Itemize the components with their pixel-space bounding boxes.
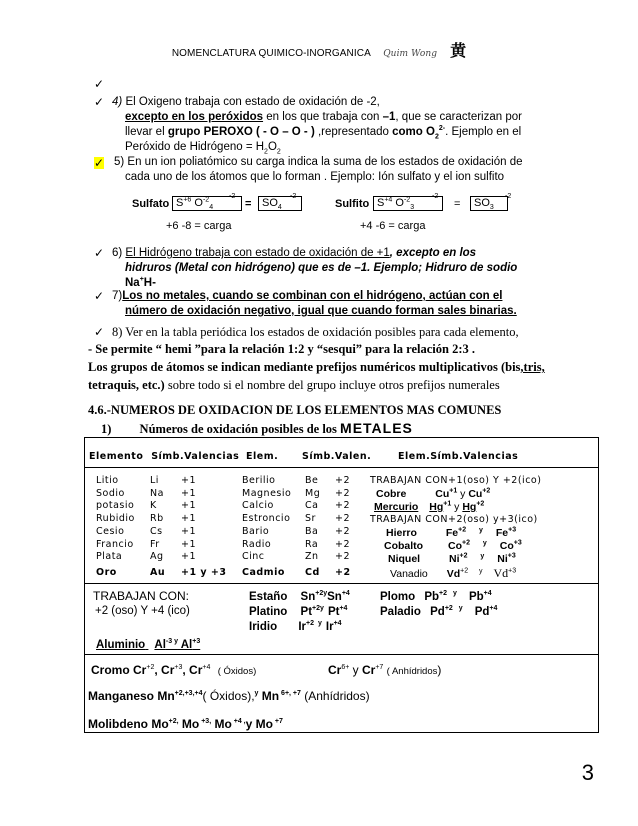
al-minus3: -3 y	[165, 638, 178, 646]
alkali-valence: +1 y +3	[181, 567, 227, 578]
hg-symbol: Hg	[429, 501, 444, 513]
iridio-label: Iridio	[249, 621, 278, 633]
ni-plus2: +2	[459, 552, 468, 560]
cr-plus6: 6+	[341, 664, 350, 671]
alkaline-earth-name: Calcio	[242, 500, 274, 512]
item4-text6: . Ejemplo en el	[445, 126, 522, 138]
mercurio-label: Mercurio	[374, 501, 419, 513]
item4-sub: 2	[434, 133, 439, 141]
hydrogen-rule: El Hidrógeno trabaja con estado de oxidación de +1	[125, 247, 390, 259]
alkaline-earth-symbol: Be	[305, 475, 319, 486]
cr-plus3: +3	[174, 664, 183, 671]
pb-plus4: +4	[483, 590, 492, 598]
sn-symbol-2: Sn	[327, 591, 342, 603]
hierro-row	[386, 527, 516, 539]
pt-symbol-2: Pt	[327, 606, 340, 618]
section-subtitle	[101, 420, 413, 437]
cu-plus1: +1	[449, 487, 458, 495]
fe-symbol-2: Fe	[495, 527, 509, 539]
hg-plus2: +2	[476, 500, 485, 508]
oxygen-charge: -2	[202, 196, 210, 204]
cobalto-row	[384, 540, 522, 552]
item4-text4: llevar el	[125, 126, 168, 138]
alkali-name: Francio	[96, 538, 134, 550]
manganeso-label: Manganeso Mn	[88, 689, 175, 703]
alkali-symbol: Li	[150, 475, 159, 486]
pb-symbol: Pb	[424, 591, 440, 603]
alkali-valence: +1	[181, 525, 197, 537]
mn-symbol-2: Mn	[258, 689, 280, 703]
sulfur-charge: +4	[384, 196, 393, 204]
so4-formula	[262, 197, 282, 212]
co-y: y	[482, 539, 487, 547]
check-icon: ✓	[94, 77, 105, 91]
mo-plus3: +3,	[199, 718, 212, 725]
manganeso-row	[88, 690, 370, 702]
item4-text5: ,representado	[314, 126, 393, 138]
item6-lead: 6)	[112, 247, 126, 259]
item4-o: O	[267, 141, 277, 153]
item7-line2: número de oxidación negativo, igual que cuando forman sales binarias.	[125, 305, 517, 317]
mo-plus7: +7	[272, 718, 283, 725]
cromo-anhidridos: ( Anhídridos	[386, 666, 438, 677]
pb-symbol-2: Pb	[468, 591, 484, 603]
mo-symbol-3: Mo	[211, 717, 232, 731]
header-elemento: Elemento	[89, 451, 144, 462]
alkali-valence: +1	[181, 500, 197, 512]
item4-text2: en los que trabaja con	[263, 111, 383, 123]
cr-symbol-3: Cr	[189, 663, 203, 677]
item6-exception: , excepto en los	[389, 247, 477, 259]
vanadio-row	[390, 567, 516, 580]
ni-y: y	[480, 552, 485, 560]
cr-symbol-2: Cr	[161, 663, 175, 677]
equals-sign: =	[245, 198, 252, 210]
alkaline-earth-name: Berilio	[242, 475, 276, 486]
subtitle-number: 1)	[101, 422, 112, 436]
alkaline-earth-valence: +2	[335, 551, 351, 563]
fe-plus2: +2	[458, 526, 467, 534]
alkali-symbol: Ag	[150, 551, 164, 563]
pt-plus2: +2	[312, 605, 321, 613]
sulfato-carga: +6 -8 = carga	[166, 220, 232, 232]
subtitle-metales: METALES	[340, 420, 413, 436]
table-divider	[84, 654, 599, 655]
check-icon-highlighted: ✓	[94, 156, 105, 170]
item4-line2	[125, 110, 522, 124]
item4-minus-one: –1	[382, 111, 396, 123]
check-icon: ✓	[94, 325, 105, 339]
cr-plus2: +2	[146, 664, 155, 671]
vd-symbol: Vd	[446, 568, 461, 580]
page-number: 3	[581, 760, 594, 785]
alkaline-earth-name: Radio	[242, 538, 272, 550]
item4-text: El Oxigeno trabaja con estado de oxidación de -2,	[125, 96, 380, 108]
item4-sub2: 2	[264, 148, 268, 156]
al-plus3: +3	[192, 638, 201, 646]
alkali-valence: +1	[181, 487, 197, 499]
check-icon: ✓	[94, 289, 105, 303]
alkaline-earth-valence: +2	[335, 500, 351, 512]
so3-charge: -2	[505, 193, 512, 200]
so3-sub: 3	[489, 204, 494, 212]
alkaline-earth-symbol: Sr	[305, 513, 316, 525]
pt-y: y	[320, 605, 324, 613]
table-header-elem-simb: Elem.Símb.Valencias	[398, 451, 519, 462]
alkaline-earth-valence: +2	[335, 538, 351, 550]
item4-line1	[112, 95, 380, 109]
alkaline-earth-symbol: Ca	[305, 500, 319, 512]
cromo-row: Cromo $Cr^{+2}$, $Cr^{+3}$, $Cr^{+4}$ ( Óxidos)	[91, 663, 257, 677]
sulfito-formula	[377, 196, 415, 212]
para-tetraquis-text: sobre todo si el nombre del grupo incluye otros prefijos numerales	[164, 378, 500, 392]
pd-y: y	[458, 605, 463, 613]
item4-sub3: 2	[276, 148, 281, 156]
so4-symbol: SO	[262, 197, 278, 209]
mo-symbol-2: Mo	[178, 717, 200, 731]
alkaline-earth-valence: +2	[335, 487, 351, 499]
item7-line1	[112, 289, 502, 303]
page-header	[0, 38, 638, 61]
co-plus2: +2	[462, 539, 470, 547]
sn-y: y	[323, 590, 328, 598]
sn-plus2: +2	[315, 590, 324, 598]
cr-y: y	[349, 663, 362, 677]
ni-plus3: +3	[507, 552, 516, 560]
so3-symbol: SO	[474, 197, 490, 209]
cr-plus7: +7	[375, 664, 384, 671]
plomo-row	[380, 591, 492, 603]
check-icon: ✓	[94, 246, 105, 260]
item6-line2: hidruros (Metal con hidrógeno) que es de –1. Ejemplo; Hidruro de sodio	[125, 262, 518, 274]
mo-plus2: +2,	[168, 718, 179, 725]
mn-oxidos: ( Óxidos),	[202, 689, 255, 703]
vanadio-label: Vanadio	[390, 568, 428, 580]
mn-y: y	[254, 690, 259, 697]
ir-plus2: +2	[306, 620, 314, 628]
subtitle-text: Números de oxidación posibles de los	[139, 422, 341, 436]
alkali-valence: +1	[181, 475, 197, 486]
para-prefixes-tris: ,tris,	[520, 360, 545, 374]
hydride-symbol: H-	[143, 277, 156, 289]
table-header-elem: Elem.	[246, 451, 279, 462]
section-title: 4.6.-NUMEROS DE OXIDACION DE LOS ELEMENTOS MAS COMUNES	[88, 403, 502, 417]
sn-plus4: +4	[341, 590, 350, 598]
alkaline-earth-valence: +2	[335, 525, 351, 537]
niquel-row	[388, 553, 516, 565]
sodium-charge: +	[139, 276, 144, 284]
trabajan-con-label: TRABAJAN CON:	[93, 589, 190, 603]
oxygen-symbol: O	[194, 197, 203, 209]
cr7-symbol: Cr	[362, 663, 376, 677]
estano-row	[249, 591, 350, 603]
item4-sup: 2-	[438, 125, 446, 133]
item4-text3: , que se caracterizan por	[395, 111, 522, 123]
paladio-label: Paladio	[380, 606, 421, 618]
oxygen-symbol: O	[395, 197, 404, 209]
ir-symbol: Ir	[298, 621, 306, 633]
cr6-symbol: Cr	[328, 663, 342, 677]
niquel-label: Niquel	[388, 553, 421, 565]
alkaline-earth-valence: +2	[335, 513, 351, 525]
alkali-symbol: Fr	[150, 538, 160, 550]
alkaline-earth-name: Cadmio	[242, 567, 285, 578]
al-symbol: Al	[154, 639, 166, 651]
item4-line4	[125, 140, 281, 154]
alkaline-earth-name: Cinc	[242, 551, 265, 563]
item7-lead: 7)	[112, 290, 123, 302]
para-tetraquis	[88, 378, 500, 393]
co-symbol-2: Co	[499, 540, 514, 552]
sulfato-label: Sulfato	[132, 198, 170, 210]
cobalto-label: Cobalto	[384, 540, 424, 552]
cromo-anhidridos-row	[328, 664, 441, 678]
pd-plus2: +2	[444, 605, 453, 613]
alkali-symbol: Au	[150, 567, 166, 578]
sulfato-charge: -2	[229, 193, 236, 200]
aluminio-label: Aluminio	[96, 639, 146, 651]
alkali-name: Cesio	[96, 525, 125, 537]
so3-formula	[474, 197, 494, 212]
oxygen-charge: -2	[403, 196, 411, 204]
plomo-label: Plomo	[380, 591, 416, 603]
pt-plus4: +4	[339, 605, 348, 613]
platino-label: Platino	[249, 606, 288, 618]
vd-symbol-2: Vd	[493, 566, 509, 580]
sn-symbol: Sn	[300, 591, 316, 603]
alkaline-earth-symbol: Ra	[305, 538, 319, 550]
item7-text: Los no metales, cuando se combinan con el hidrógeno, actúan con el	[122, 290, 503, 302]
alkali-valence: +1	[181, 513, 197, 525]
cu-y: y	[457, 488, 469, 500]
ir-plus4: +4	[333, 620, 342, 628]
alkali-symbol: Cs	[150, 525, 163, 537]
alkali-symbol: K	[150, 500, 157, 512]
alkaline-earth-name: Estroncio	[242, 513, 291, 525]
cu-symbol-2: Cu	[468, 488, 483, 500]
alkali-valence: +1	[181, 538, 197, 550]
alkali-name: Rubidio	[96, 513, 135, 525]
pb-plus2: +2	[439, 590, 448, 598]
sulfito-label: Sulfito	[335, 198, 370, 210]
alkaline-earth-name: Bario	[242, 525, 270, 537]
mn-anhidridos: (Anhídridos)	[300, 689, 370, 703]
header-title: NOMENCLATURA QUIMICO-INORGANICA	[171, 48, 371, 59]
cromo-oxidos: ( Óxidos)	[217, 666, 257, 677]
peroxo-group: grupo PEROXO ( - O – O - )	[167, 126, 315, 138]
sulfato-formula	[176, 196, 214, 212]
sulfur-charge: +6	[183, 196, 192, 204]
para-tetraquis-bold: tetraquis, etc.)	[88, 378, 165, 392]
mo-symbol-4: y Mo	[245, 717, 273, 731]
table-divider	[84, 583, 599, 584]
molibdeno-row	[88, 718, 283, 730]
item6-line3	[125, 276, 156, 290]
cobre-label: Cobre	[376, 488, 407, 500]
alkaline-earth-name: Magnesio	[242, 487, 292, 499]
ni-symbol: Ni	[449, 553, 460, 565]
cr-plus4: +4	[202, 664, 211, 671]
para-prefixes	[88, 360, 545, 375]
sulfito-carga: +4 -6 = carga	[360, 220, 426, 232]
cu-hg-heading: TRABAJAN CON+1(oso) Y +2(ico)	[370, 475, 542, 486]
item4-text7: Peróxido de Hidrógeno = H	[125, 141, 265, 153]
alkali-name: Plata	[96, 551, 123, 563]
item6-line1	[112, 246, 476, 260]
ir-y: y	[317, 620, 322, 628]
mn-oxides-states: +2,+3,+4	[174, 690, 203, 697]
fe-y: y	[479, 526, 483, 534]
ni-symbol-2: Ni	[497, 553, 508, 565]
oxygen-count: 3	[410, 204, 415, 212]
pd-symbol-2: Pd	[474, 606, 490, 618]
fe-plus3: +3	[508, 526, 517, 534]
mercurio-row	[374, 501, 484, 513]
header-simb-valencias: Símb.Valencias	[151, 451, 240, 462]
paladio-row	[380, 606, 497, 618]
alkali-symbol: Na	[150, 487, 164, 499]
sodium-symbol: Na	[125, 277, 140, 289]
alkali-valence: +1	[181, 551, 197, 563]
oxygen-count: 4	[209, 204, 214, 212]
molibdeno-label: Molibdeno Mo	[88, 717, 169, 731]
alkali-name: Litio	[96, 475, 119, 486]
header-han-character: 黄	[450, 43, 467, 60]
pd-plus4: +4	[489, 605, 498, 613]
para-prefixes-text: Los grupos de átomos se indican mediante prefijos numéricos multiplicativos (bis	[88, 360, 521, 374]
hierro-label: Hierro	[386, 527, 417, 539]
item5-line1: 5) En un ion poliatómico su carga indica la suma de los estados de oxidación de	[114, 156, 523, 168]
alkaline-earth-symbol: Cd	[305, 567, 320, 578]
alkali-name: potasio	[96, 500, 135, 512]
alkaline-earth-valence: +2	[335, 567, 351, 578]
cobre-row	[376, 488, 490, 500]
sulfur-symbol: S	[377, 197, 385, 209]
oso-ico-label: +2 (oso) Y +4 (ico)	[95, 605, 190, 617]
peroxide-exception: excepto en los peróxidos	[125, 111, 264, 123]
table-header-simb-valen: Símb.Valen.	[302, 451, 372, 462]
item5-line2: cada uno de los átomos que lo forman . Ejemplo: Ión sulfato y el ion sulfito	[125, 171, 505, 183]
platino-row	[249, 606, 347, 618]
pb-y: y	[453, 590, 457, 598]
alkaline-earth-valence: +2	[335, 475, 351, 486]
vd-plus2: +2	[460, 567, 469, 575]
item4-lead: 4)	[112, 96, 123, 108]
hg-y: y	[451, 501, 463, 513]
item4-formula: como O	[392, 126, 435, 138]
iridio-row	[249, 621, 342, 633]
sulfur-symbol: S	[176, 197, 184, 209]
alkaline-earth-symbol: Mg	[305, 487, 321, 499]
vd-y: y	[479, 567, 483, 575]
so4-charge: -2	[290, 193, 297, 200]
alkali-name: Oro	[96, 567, 117, 578]
cromo-anhidridos-close: )	[437, 663, 442, 677]
item4-line3	[125, 125, 521, 139]
cromo-label: Cromo	[91, 663, 130, 677]
item8-line1: 8) Ver en la tabla periódica los estados de oxidación posibles para cada elemento,	[112, 325, 519, 339]
co-symbol: Co	[448, 540, 462, 552]
mn-anhydride-states: 6+, +7	[279, 690, 301, 697]
cr-symbol: Cr	[133, 663, 147, 677]
alkali-symbol: Rb	[150, 513, 164, 525]
pd-symbol: Pd	[430, 606, 445, 618]
equals-sign-2: =	[454, 198, 461, 210]
estano-label: Estaño	[249, 591, 288, 603]
cu-plus2: +2	[482, 487, 491, 495]
alkaline-earth-symbol: Zn	[305, 551, 319, 563]
header-signature: Quim Wong	[383, 49, 438, 59]
ir-symbol-2: Ir	[325, 621, 334, 633]
vd-plus3: +3	[508, 567, 517, 575]
fe-co-heading: TRABAJAN CON+2(oso) y+3(ico)	[370, 514, 538, 525]
hg-plus1: +1	[443, 500, 452, 508]
mo-plus4: +4 ,	[231, 718, 246, 725]
co-plus3: +3	[513, 539, 522, 547]
aluminio-row	[96, 639, 200, 651]
pt-symbol: Pt	[300, 606, 313, 618]
so4-sub: 4	[277, 204, 282, 212]
cu-symbol: Cu	[435, 488, 450, 500]
sulfito-charge: -2	[432, 193, 439, 200]
alkaline-earth-symbol: Ba	[305, 525, 319, 537]
table-divider	[84, 467, 599, 468]
fe-symbol: Fe	[445, 527, 459, 539]
al-symbol-2: Al	[177, 639, 193, 651]
para-hemi-sesqui: - Se permite “ hemi ”para la relación 1:2 y “sesqui” para la relación 2:3 .	[88, 342, 475, 356]
check-icon: ✓	[94, 95, 105, 109]
alkali-name: Sodio	[96, 487, 125, 499]
table-header-elemento	[89, 451, 239, 463]
hg-symbol-2: Hg	[462, 501, 477, 513]
